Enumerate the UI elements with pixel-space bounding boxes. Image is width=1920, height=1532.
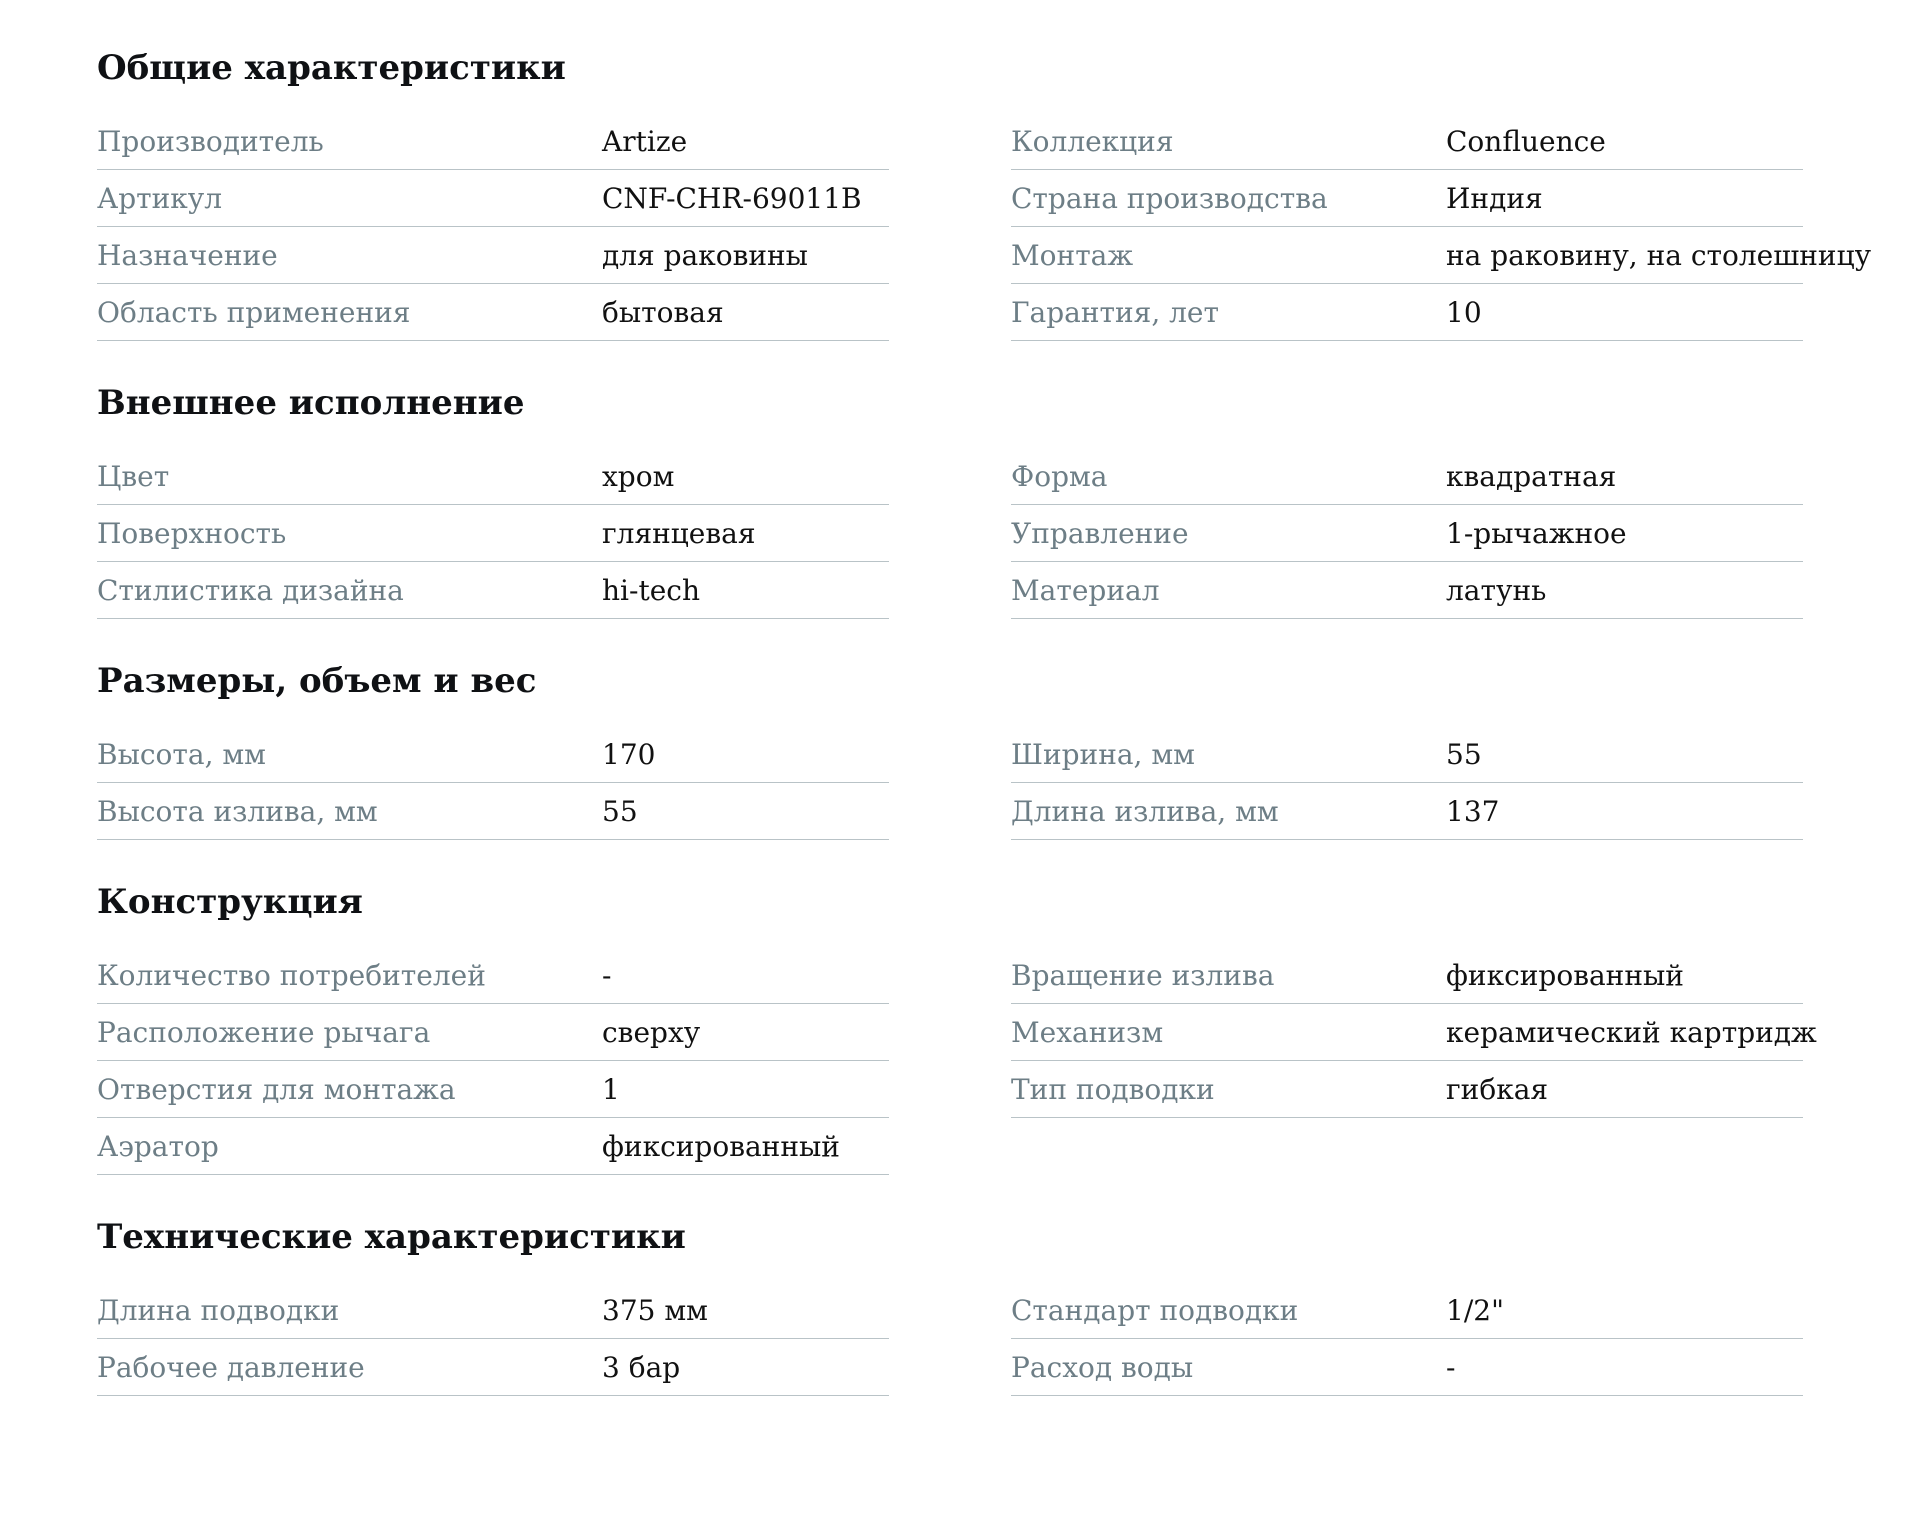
spec-column-left <box>97 113 889 341</box>
section-general <box>97 40 1920 341</box>
spec-row <box>97 783 889 840</box>
spec-value: Индия <box>1446 181 1543 215</box>
spec-value: Confluence <box>1446 124 1606 158</box>
spec-column-left <box>97 947 889 1175</box>
spec-row <box>1011 1061 1803 1118</box>
spec-label: Ширина, мм <box>1011 737 1195 771</box>
spec-label: Вращение излива <box>1011 958 1275 992</box>
spec-label: Форма <box>1011 459 1108 493</box>
spec-row <box>97 1061 889 1118</box>
spec-row <box>1011 448 1803 505</box>
spec-row <box>97 505 889 562</box>
spec-label: Отверстия для монтажа <box>97 1072 456 1106</box>
spec-column-left <box>97 1282 889 1396</box>
spec-value: 55 <box>1446 737 1482 771</box>
spec-column-right <box>1011 726 1803 840</box>
spec-label: Механизм <box>1011 1015 1164 1049</box>
spec-value: бытовая <box>602 295 724 329</box>
spec-value: сверху <box>602 1015 701 1049</box>
spec-column-right <box>1011 448 1803 619</box>
spec-value: 1 <box>602 1072 620 1106</box>
spec-value: глянцевая <box>602 516 756 550</box>
spec-value: CNF-CHR-69011B <box>602 181 862 215</box>
spec-row <box>1011 783 1803 840</box>
spec-row <box>1011 113 1803 170</box>
spec-column-left <box>97 448 889 619</box>
spec-row <box>1011 505 1803 562</box>
section-construction <box>97 874 1920 1175</box>
spec-value: 3 бар <box>602 1350 681 1384</box>
spec-grid <box>97 113 1920 341</box>
spec-value: 10 <box>1446 295 1482 329</box>
spec-grid <box>97 947 1920 1175</box>
spec-row <box>97 113 889 170</box>
spec-value: 170 <box>602 737 656 771</box>
spec-row <box>1011 1282 1803 1339</box>
section-appearance <box>97 375 1920 619</box>
spec-value: 375 мм <box>602 1293 708 1327</box>
section-title: Размеры, объем и вес <box>97 661 537 701</box>
spec-label: Материал <box>1011 573 1160 607</box>
spec-row <box>97 1004 889 1061</box>
spec-grid <box>97 726 1920 840</box>
spec-value: Artize <box>602 124 688 158</box>
spec-value: 137 <box>1446 794 1500 828</box>
spec-label: Тип подводки <box>1011 1072 1215 1106</box>
spec-value: хром <box>602 459 675 493</box>
spec-label: Расход воды <box>1011 1350 1194 1384</box>
spec-row <box>97 947 889 1004</box>
spec-label: Поверхность <box>97 516 287 550</box>
spec-label: Высота излива, мм <box>97 794 378 828</box>
spec-label: Длина излива, мм <box>1011 794 1279 828</box>
spec-row <box>97 726 889 783</box>
section-dimensions <box>97 653 1920 840</box>
spec-value: фиксированный <box>602 1129 840 1163</box>
spec-grid <box>97 448 1920 619</box>
spec-column-left <box>97 726 889 840</box>
spec-column-right <box>1011 1282 1803 1396</box>
spec-grid <box>97 1282 1920 1396</box>
spec-value: квадратная <box>1446 459 1617 493</box>
spec-value: 1/2" <box>1446 1293 1504 1327</box>
spec-row <box>1011 1004 1817 1061</box>
spec-row <box>1011 562 1803 619</box>
spec-label: Цвет <box>97 459 170 493</box>
spec-value: на раковину, на столешницу <box>1446 238 1872 272</box>
spec-row <box>1011 726 1803 783</box>
spec-label: Высота, мм <box>97 737 266 771</box>
spec-row <box>97 1339 889 1396</box>
spec-label: Длина подводки <box>97 1293 340 1327</box>
spec-value: фиксированный <box>1446 958 1684 992</box>
spec-row <box>97 1282 889 1339</box>
spec-label: Управление <box>1011 516 1189 550</box>
spec-label: Назначение <box>97 238 278 272</box>
section-title: Технические характеристики <box>97 1217 686 1257</box>
spec-value: латунь <box>1446 573 1547 607</box>
spec-label: Аэратор <box>97 1129 219 1163</box>
spec-label: Монтаж <box>1011 238 1134 272</box>
spec-row <box>1011 227 1872 284</box>
section-title: Внешнее исполнение <box>97 383 525 423</box>
spec-column-right <box>1011 947 1817 1175</box>
spec-row <box>97 227 889 284</box>
spec-row <box>97 284 889 341</box>
spec-label: Артикул <box>97 181 223 215</box>
spec-row <box>97 170 889 227</box>
spec-value: 1-рычажное <box>1446 516 1627 550</box>
spec-label: Расположение рычага <box>97 1015 431 1049</box>
spec-value: для раковины <box>602 238 808 272</box>
spec-value: керамический картридж <box>1446 1015 1817 1049</box>
spec-row <box>97 1118 889 1175</box>
spec-row <box>1011 1339 1803 1396</box>
spec-label: Производитель <box>97 124 324 158</box>
spec-label: Рабочее давление <box>97 1350 365 1384</box>
spec-label: Коллекция <box>1011 124 1174 158</box>
spec-label: Страна производства <box>1011 181 1328 215</box>
spec-row <box>97 562 889 619</box>
spec-row <box>97 448 889 505</box>
spec-label: Стандарт подводки <box>1011 1293 1299 1327</box>
section-technical <box>97 1209 1920 1396</box>
spec-value: - <box>1446 1350 1456 1384</box>
spec-value: 55 <box>602 794 638 828</box>
spec-column-right <box>1011 113 1872 341</box>
spec-row <box>1011 947 1803 1004</box>
spec-value: гибкая <box>1446 1072 1549 1106</box>
spec-row <box>1011 170 1803 227</box>
spec-label: Стилистика дизайна <box>97 573 404 607</box>
spec-label: Область применения <box>97 295 411 329</box>
section-title: Конструкция <box>97 882 363 922</box>
section-title: Общие характеристики <box>97 48 566 88</box>
spec-label: Гарантия, лет <box>1011 295 1219 329</box>
spec-value: hi-tech <box>602 573 700 607</box>
spec-value: - <box>602 958 612 992</box>
spec-row <box>1011 284 1803 341</box>
spec-label: Количество потребителей <box>97 958 486 992</box>
